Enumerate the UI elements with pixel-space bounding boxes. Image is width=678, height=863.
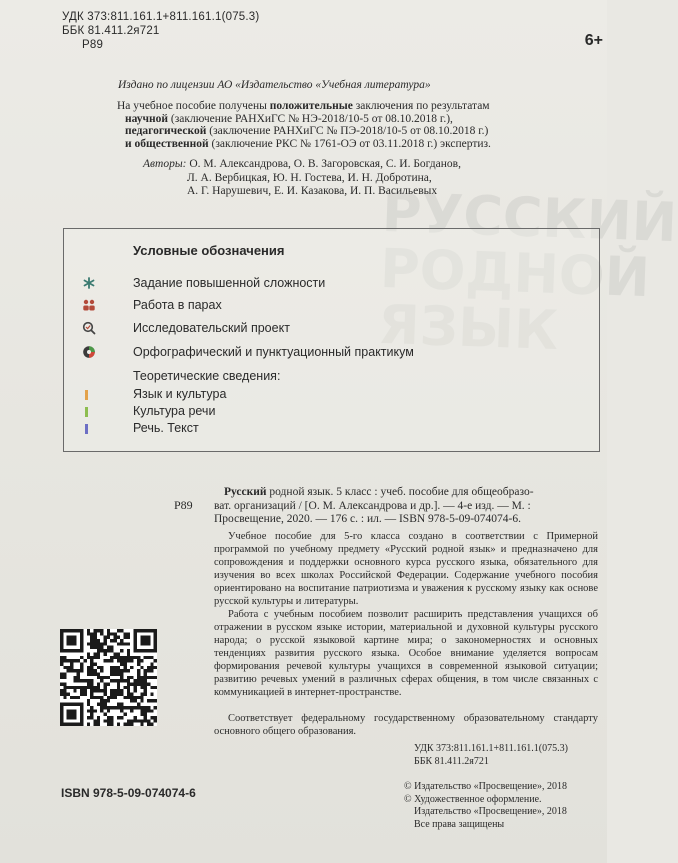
theory-item <box>64 387 584 403</box>
theory-item-label: Язык и культура <box>133 387 227 401</box>
cover-watermark: РУССКИЙ РОДНОЙ ЯЗЫК <box>377 180 678 363</box>
legend-item-label: Работа в парах <box>133 298 222 312</box>
header-bbk: ББК 81.411.2я721 <box>62 25 160 37</box>
legend-item <box>64 275 584 293</box>
header-code: Р89 <box>82 39 104 51</box>
annotation-para: Учебное пособие для 5-го класса создано в соответствии с Примерной программой по учебному предмету «Русский родной язык» и предназначено для сопровождения и поддержки основного курса русского языка, обязательного для изучения во всех школах Российской Федерации. Содержание учебного пособия ориентировано на воспитание патриотизма и уважения к русскому языку как основе русской культуры и литературы. <box>214 531 598 607</box>
standard-conformance: Соответствует федеральному государственному образовательному стандарту основного общего образования. <box>214 713 598 737</box>
legend-item <box>64 344 584 362</box>
copyright-block: © Издательство «Просвещение», 2018 © Художественное оформление. Издательство «Просвещение», 2018 Все права защищены <box>404 781 567 830</box>
legend-box <box>63 228 600 452</box>
bottom-bbk: ББК 81.411.2я721 <box>414 756 489 767</box>
theory-item-label: Культура речи <box>133 404 216 418</box>
isbn: ISBN 978-5-09-074074-6 <box>61 786 196 800</box>
biblio-record: Русский родной язык. 5 класс : учеб. пособие для общеобразо- ват. организаций / [О. М. Александрова и др.]. — 4-е изд. — М. : Просвещение, 2020. — 176 с. : ил. — ISBN 978-5-09-074074-6. <box>214 486 534 525</box>
pencil-circle-icon <box>82 344 96 360</box>
annotation <box>214 530 598 699</box>
authors-list: Авторы: О. М. Александрова, О. В. Загоровская, С. И. Богданов, Л. А. Вербицкая, Ю. Н. Гостева, И. Н. Добротина, А. Г. Нарушевич, Е. И. Казакова, И. П. Васильевых <box>143 158 461 197</box>
annotation-para: Работа с учебным пособием позволит расширить представления учащихся об отражении в русском языке истории, материальной и духовной культуры русского народа; о русской языковой картине мира; о закономерностях и основных тенденциях развития русского языка. Особое внимание уделяется вопросам формирования речевой культуры учащихся в современной языковой ситуации; развитию речевых умений в различных сферах общения, в том числе связанных с коммуникацией в интернет-пространстве. <box>214 609 598 698</box>
blue-bar-icon <box>85 424 88 434</box>
header-udk-block <box>62 10 259 52</box>
biblio-code: Р89 <box>174 498 193 512</box>
asterisk-icon <box>82 275 96 291</box>
legend-item-label: Задание повышенной сложности <box>133 276 326 290</box>
age-rating: 6+ <box>584 32 603 49</box>
theory-item <box>64 421 584 437</box>
header-udk: УДК 373:811.161.1+811.161.1(075.3) <box>62 11 260 23</box>
license-note: Издано по лицензии АО «Издательство «Учебная литература» <box>118 79 431 91</box>
legend-title: Условные обозначения <box>133 243 285 258</box>
legend-item <box>64 297 584 315</box>
legend-item <box>64 320 584 338</box>
bottom-udk: УДК 373:811.161.1+811.161.1(075.3) <box>414 743 568 754</box>
udk-bottom-block <box>414 742 568 768</box>
legend-item-label: Исследовательский проект <box>133 321 290 335</box>
orange-bar-icon <box>85 390 88 400</box>
approval-note: На учебное пособие получены положительные заключения по результатам научной (заключение РАНХиГС № НЭ-2018/10-5 от 08.10.2018 г.), педагогической (заключение РАНХиГС № ПЭ-2018/10-5 от 08.10.2018 г.) и общественной (заключение РКС № 1761-ОЭ от 03.11.2018 г.) экспертиз. <box>117 100 491 150</box>
theory-item-label: Речь. Текст <box>133 421 199 435</box>
theory-title: Теоретические сведения: <box>133 369 281 383</box>
legend-item-label: Орфографический и пунктуационный практикум <box>133 345 414 359</box>
pair-people-icon <box>82 297 96 313</box>
qr-code <box>60 629 157 726</box>
green-bar-icon <box>85 407 88 417</box>
theory-item <box>64 404 584 420</box>
magnifier-icon <box>82 320 96 336</box>
